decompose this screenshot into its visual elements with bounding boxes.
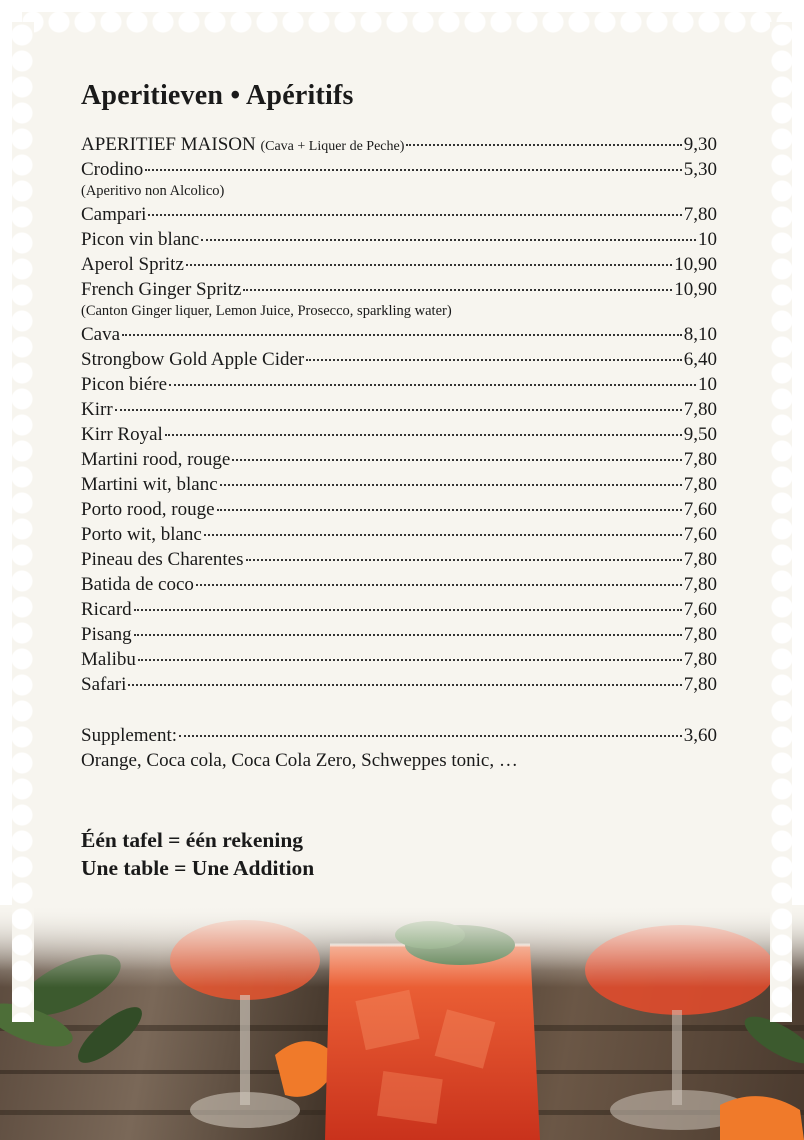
dot-leader — [220, 484, 682, 486]
menu-content — [81, 80, 717, 882]
menu-item-note: (Cava + Liquer de Peche) — [260, 139, 405, 154]
dot-leader — [122, 334, 682, 336]
dot-leader — [148, 214, 681, 216]
stamp-edge-right — [770, 22, 792, 1022]
menu-item-name — [81, 252, 184, 277]
footer-line-dutch: Één tafel = één rekening — [81, 828, 304, 852]
menu-item-price: 7,60 — [683, 524, 717, 545]
menu-item-name-text: Aperol Spritz — [81, 254, 184, 275]
dot-leader — [169, 384, 696, 386]
menu-item-name-text: Safari — [81, 674, 127, 695]
menu-item-name — [81, 347, 304, 372]
menu-item-price: 6,40 — [683, 349, 717, 370]
dot-leader — [306, 359, 682, 361]
dot-leader — [217, 509, 682, 511]
menu-item-price: 7,80 — [683, 674, 717, 695]
menu-item-row — [81, 202, 717, 227]
dot-leader — [145, 169, 681, 171]
supplement-row — [81, 723, 717, 748]
menu-item-name-text: Pisang — [81, 624, 132, 645]
dot-leader — [246, 559, 682, 561]
menu-item-row — [81, 547, 717, 572]
dot-leader — [134, 634, 682, 636]
menu-item-row — [81, 572, 717, 597]
dot-leader — [134, 609, 682, 611]
menu-item-name — [81, 157, 143, 182]
menu-item-name — [81, 227, 199, 252]
menu-item-price: 9,50 — [683, 424, 717, 445]
menu-item-price: 7,60 — [683, 599, 717, 620]
menu-item-name — [81, 422, 163, 447]
menu-item-name-text: Picon vin blanc — [81, 229, 200, 250]
menu-item-row — [81, 447, 717, 472]
menu-item-row — [81, 397, 717, 422]
menu-item-price: 7,80 — [683, 649, 717, 670]
menu-item-price: 9,30 — [683, 134, 717, 155]
menu-item-price: 7,80 — [683, 474, 717, 495]
menu-item-price: 5,30 — [683, 159, 717, 180]
menu-item-name-text: Porto rood, rouge — [81, 499, 215, 520]
menu-item-row — [81, 132, 717, 157]
menu-item-row — [81, 252, 717, 277]
menu-item-name-text: French Ginger Spritz — [81, 279, 242, 300]
stamp-edge-top — [22, 12, 782, 34]
menu-item-name-text: APERITIEF MAISON — [81, 134, 256, 155]
menu-item-row — [81, 277, 717, 302]
menu-item-price: 10 — [698, 229, 717, 250]
dot-leader — [165, 434, 682, 436]
footer-note — [81, 826, 717, 882]
menu-item-name — [81, 622, 132, 647]
supplement-price: 3,60 — [683, 725, 717, 746]
menu-item-price: 8,10 — [683, 324, 717, 345]
menu-item-name-text: Picon biére — [81, 374, 168, 395]
menu-item-name-text: Martini wit, blanc — [81, 474, 218, 495]
cocktail-photo — [0, 905, 804, 1140]
menu-item-name-text: Porto wit, blanc — [81, 524, 202, 545]
menu-item-row — [81, 597, 717, 622]
menu-item-row — [81, 372, 717, 397]
menu-item-name-text: Malibu — [81, 649, 136, 670]
menu-item-name — [81, 497, 215, 522]
menu-item-description: (Aperitivo non Alcolico) — [81, 183, 225, 199]
menu-item-name-text: Martini rood, rouge — [81, 449, 231, 470]
dot-leader — [179, 735, 682, 737]
menu-item-name-text: Crodino — [81, 159, 144, 180]
dot-leader — [201, 239, 696, 241]
menu-item-name-text: Ricard — [81, 599, 132, 620]
page-title: Aperitieven • Apéritifs — [81, 80, 354, 111]
menu-item-row — [81, 422, 717, 447]
menu-item-name — [81, 597, 132, 622]
menu-item-name — [81, 572, 194, 597]
menu-item-row — [81, 622, 717, 647]
menu-item-description: (Canton Ginger liquer, Lemon Juice, Prosecco, sparkling water) — [81, 303, 452, 319]
menu-item-row — [81, 672, 717, 697]
menu-item-name — [81, 672, 126, 697]
menu-item-name — [81, 372, 167, 397]
menu-item-name-text: Pineau des Charentes — [81, 549, 244, 570]
menu-item-name — [81, 397, 113, 422]
dot-leader — [138, 659, 682, 661]
cocktail-illustration — [0, 905, 804, 1140]
menu-item-price: 10 — [698, 374, 717, 395]
menu-item-name — [81, 522, 202, 547]
menu-item-row — [81, 647, 717, 672]
stamp-edge-left — [12, 22, 34, 1022]
menu-item-name — [81, 472, 218, 497]
menu-item-row — [81, 157, 717, 182]
menu-item-price: 7,80 — [683, 574, 717, 595]
dot-leader — [128, 684, 681, 686]
menu-item-row — [81, 227, 717, 252]
dot-leader — [186, 264, 672, 266]
menu-item-name-text: Strongbow Gold Apple Cider — [81, 349, 305, 370]
menu-item-row — [81, 497, 717, 522]
menu-item-list — [81, 132, 717, 697]
menu-item-name-text: Cava — [81, 324, 121, 345]
menu-item-name — [81, 132, 404, 159]
menu-item-price: 7,80 — [683, 549, 717, 570]
menu-item-name-text: Kirr — [81, 399, 113, 420]
dot-leader — [232, 459, 681, 461]
menu-item-name-text: Batida de coco — [81, 574, 194, 595]
menu-item-name — [81, 277, 241, 302]
menu-item-price: 7,80 — [683, 399, 717, 420]
menu-item-price: 7,80 — [683, 624, 717, 645]
menu-item-row — [81, 472, 717, 497]
menu-item-row — [81, 522, 717, 547]
menu-item-price: 10,90 — [674, 279, 717, 300]
footer-line-french: Une table = Une Addition — [81, 856, 315, 880]
menu-item-name-text: Kirr Royal — [81, 424, 163, 445]
menu-item-name-text: Campari — [81, 204, 147, 225]
dot-leader — [115, 409, 682, 411]
dot-leader — [196, 584, 682, 586]
menu-item-name — [81, 447, 230, 472]
dot-leader — [204, 534, 682, 536]
menu-item-name — [81, 202, 146, 227]
menu-item-row — [81, 347, 717, 372]
menu-item-price: 7,60 — [683, 499, 717, 520]
supplement-label: Supplement: — [81, 725, 178, 746]
menu-item-price: 7,80 — [683, 204, 717, 225]
menu-item-price: 7,80 — [683, 449, 717, 470]
menu-item-name — [81, 322, 120, 347]
menu-item-row — [81, 322, 717, 347]
dot-leader — [243, 289, 672, 291]
menu-item-name — [81, 547, 244, 572]
dot-leader — [406, 144, 681, 146]
menu-item-name — [81, 647, 136, 672]
menu-item-price: 10,90 — [674, 254, 717, 275]
mixer-list: Orange, Coca cola, Coca Cola Zero, Schweppes tonic, … — [81, 750, 518, 771]
